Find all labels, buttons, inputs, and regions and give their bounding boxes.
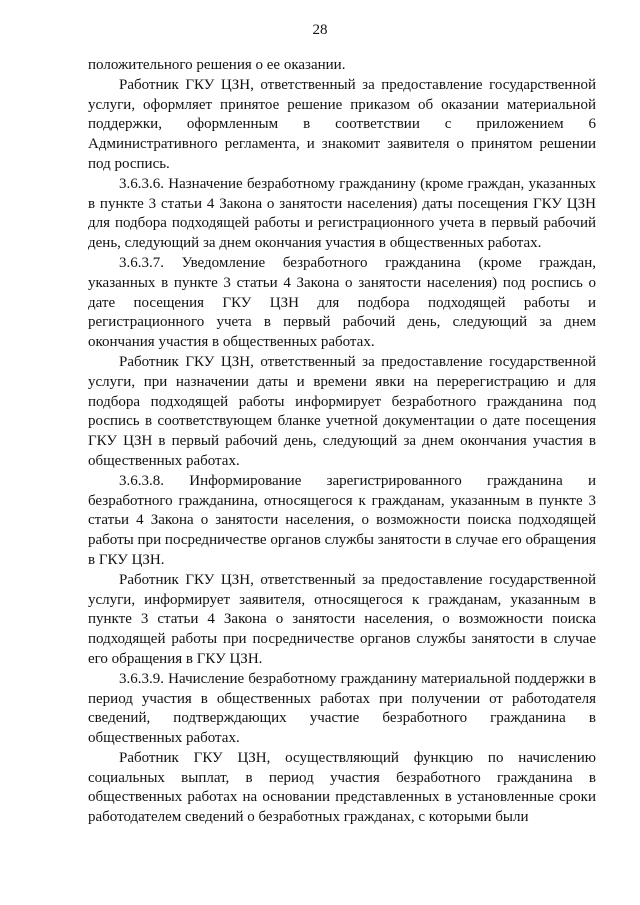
paragraph-3-6-3-8: 3.6.3.8. Информирование зарегистрированного гражданина и безработного гражданина, относящегося к гражданам, указанным в пункте 3 статьи 4 Закона о занятости населения, о возможности поиска подходящей работы при посредничестве органов службы занятости в случае его обращения в ГКУ ЦЗН. [88, 472, 596, 568]
paragraph-3-6-3-6: 3.6.3.6. Назначение безработному гражданину (кроме граждан, указанных в пункте 3 статьи 4 Закона о занятости населения) даты посещения ГКУ ЦЗН для подбора подходящей работы и регистрационного учета в первый рабочий день, следующий за днем окончания участия в общественных работах. [88, 175, 596, 252]
paragraph-job-search-info: Работник ГКУ ЦЗН, ответственный за предоставление государственной услуги, информирует заявителя, относящегося к гражданам, указанным в пункте 3 статьи 4 Закона о занятости населения, о возможности поиска подходящей работы при посредничестве органов службы занятости в случае его обращения в ГКУ ЦЗН. [88, 571, 596, 667]
paragraph-material-support-order: Работник ГКУ ЦЗН, ответственный за предоставление государственной услуги, оформляет принятое решение приказом об оказании материальной поддержки, оформленным в соответствии с приложением 6 Административного регламента, и знакомит заявителя о принятом решении под роспись. [88, 76, 596, 172]
paragraph-3-6-3-7: 3.6.3.7. Уведомление безработного гражданина (кроме граждан, указанных в пункте 3 статьи 4 Закона о занятости населения) под роспись о дате посещения ГКУ ЦЗН для подбора подходящей работы и регистрационного учета в первый рабочий день, следующий за днем окончания участия в общественных работах. [88, 254, 596, 351]
document-body [88, 56, 596, 828]
paragraph-reregistration-info: Работник ГКУ ЦЗН, ответственный за предоставление государственной услуги, при назначении даты и времени явки на перерегистрацию и для подбора подходящей работы информирует безработного гражданина под роспись в соответствующем бланке учетной документации о дате посещения ГКУ ЦЗН в первый рабочий день, следующий за днем окончания участия в общественных работах. [88, 353, 596, 469]
paragraph-continuation: положительного решения о ее оказании. [88, 57, 346, 73]
paragraph-3-6-3-9: 3.6.3.9. Начисление безработному гражданину материальной поддержки в период участия в общественных работах при получении от работодателя сведений, подтверждающих участие безработного гражданина в общественных работах. [88, 670, 596, 747]
page-number: 28 [312, 22, 328, 38]
paragraph-social-payments: Работник ГКУ ЦЗН, осуществляющий функцию по начислению социальных выплат, в период участия безработного гражданина в общественных работах на основании представленных в установленные сроки работодателем сведений о безработных гражданах, с которыми были [88, 749, 596, 826]
